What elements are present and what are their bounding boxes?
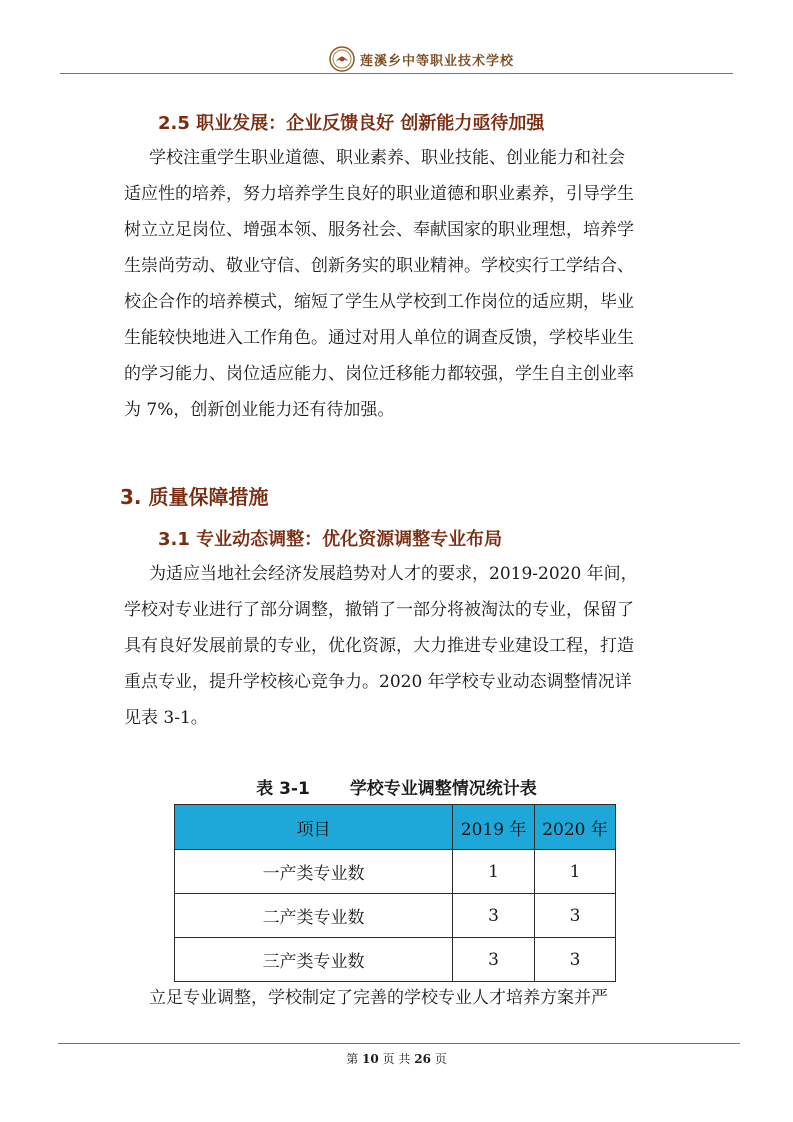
text-line: 的学习能力、岗位适应能力、岗位迁移能力都较强，学生自主创业率 — [124, 364, 634, 384]
text-line: 适应性的培养，努力培养学生良好的职业道德和职业素养，引导学生 — [124, 184, 634, 204]
heading-3-1: 3.1 专业动态调整：优化资源调整专业布局 — [158, 529, 503, 550]
table-number: 表 3-1 — [256, 779, 310, 799]
heading-3: 3. 质量保障措施 — [120, 485, 269, 509]
paragraph-continuation — [124, 980, 684, 1016]
table-cell: 3 — [535, 894, 616, 938]
table-row — [175, 938, 616, 982]
text-line: 校企合作的培养模式，缩短了学生从学校到工作岗位的适应期，毕业 — [124, 292, 634, 312]
current-page-number: 10 — [362, 1052, 379, 1066]
table-cell: 二产类专业数 — [175, 894, 453, 938]
header-cell-item: 项目 — [175, 805, 453, 850]
table-header-row — [175, 805, 616, 850]
heading-2-5: 2.5 职业发展：企业反馈良好 创新能力亟待加强 — [158, 113, 545, 134]
table-cell: 1 — [535, 850, 616, 894]
footer-mid: 页 共 — [382, 1052, 411, 1066]
header-cell-2019: 2019 年 — [453, 805, 535, 850]
text-line: 生崇尚劳动、敬业守信、创新务实的职业精神。学校实行工学结合、 — [124, 256, 634, 276]
table-cell: 1 — [453, 850, 535, 894]
paragraph-career-development — [124, 140, 684, 428]
text-line: 学校对专业进行了部分调整，撤销了一部分将被淘汰的专业，保留了 — [124, 600, 634, 620]
paragraph-major-adjustment — [124, 556, 684, 736]
school-name: 莲溪乡中等职业技术学校 — [360, 54, 515, 69]
table-cell: 3 — [535, 938, 616, 982]
text-line: 重点专业，提升学校核心竞争力。2020 年学校专业动态调整情况详 — [124, 672, 632, 692]
table-title: 学校专业调整情况统计表 — [349, 779, 537, 799]
table-row — [175, 894, 616, 938]
text-line: 学校注重学生职业道德、职业素养、职业技能、创业能力和社会 — [149, 148, 625, 168]
table-cell: 一产类专业数 — [175, 850, 453, 894]
footer-divider — [58, 1043, 740, 1044]
page-footer — [0, 1050, 793, 1067]
table-cell: 3 — [453, 894, 535, 938]
table-caption — [0, 774, 793, 799]
text-line: 为适应当地社会经济发展趋势对人才的要求，2019-2020 年间， — [149, 564, 638, 584]
school-logo-icon — [329, 46, 355, 72]
header-divider — [60, 73, 733, 74]
text-line: 立足专业调整，学校制定了完善的学校专业人才培养方案并严 — [149, 988, 608, 1008]
text-line: 生能较快地进入工作角色。通过对用人单位的调查反馈，学校毕业生 — [124, 328, 634, 348]
text-line: 见表 3-1。 — [124, 708, 208, 728]
table-cell: 三产类专业数 — [175, 938, 453, 982]
footer-suffix: 页 — [434, 1052, 447, 1066]
header-cell-2020: 2020 年 — [535, 805, 616, 850]
text-line: 树立立足岗位、增强本领、服务社会、奉献国家的职业理想，培养学 — [124, 220, 634, 240]
table-row — [175, 850, 616, 894]
text-line: 为 7%，创新创业能力还有待加强。 — [124, 400, 395, 420]
text-line: 具有良好发展前景的专业，优化资源，大力推进专业建设工程，打造 — [124, 636, 634, 656]
table-cell: 3 — [453, 938, 535, 982]
total-page-count: 26 — [414, 1052, 431, 1066]
footer-prefix: 第 — [346, 1052, 359, 1066]
major-adjustment-table — [174, 804, 616, 982]
page-header — [0, 0, 793, 76]
